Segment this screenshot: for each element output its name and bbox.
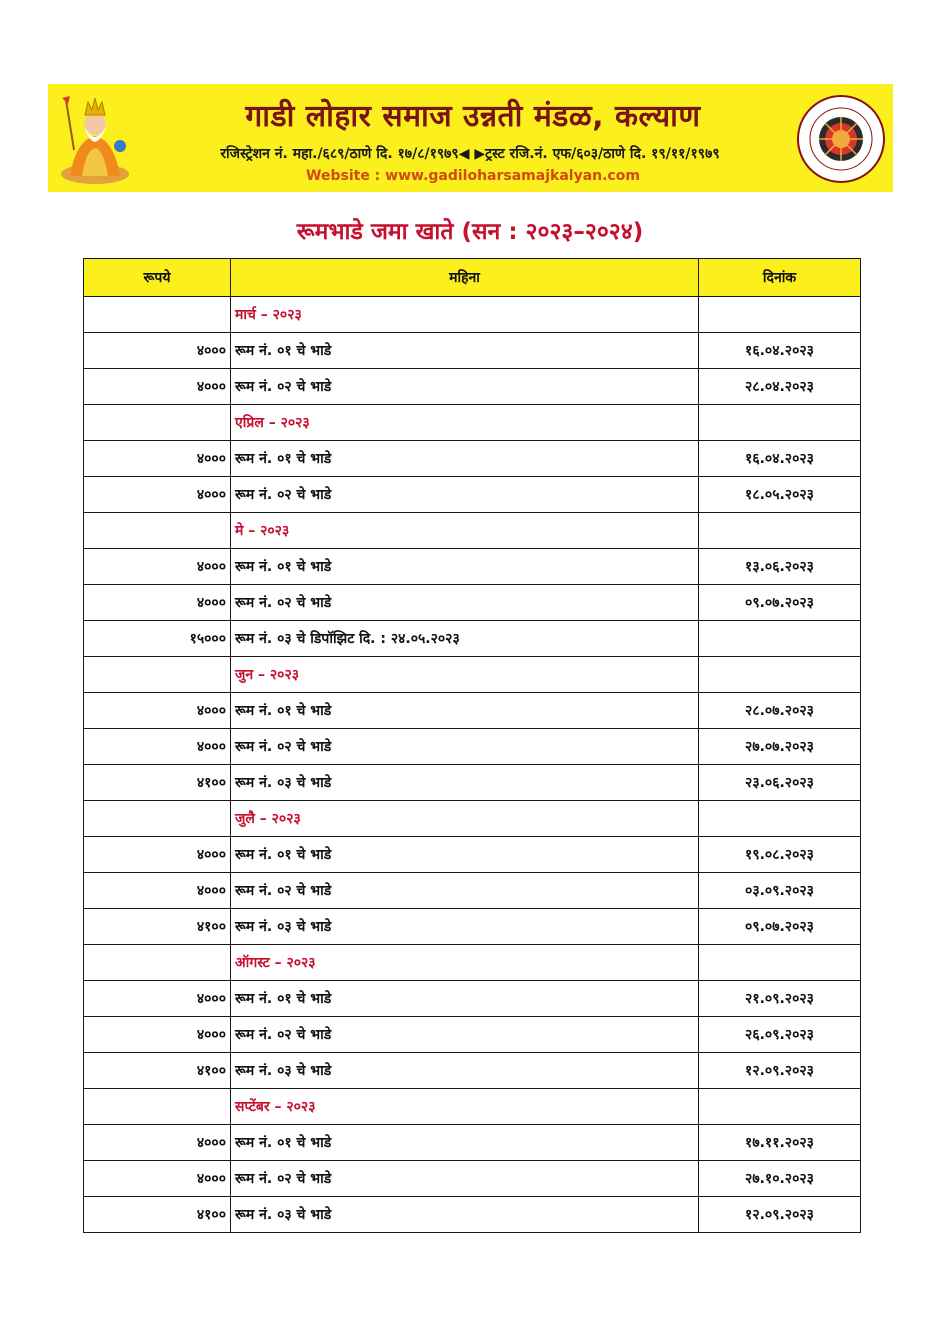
column-header-month: महिना: [231, 259, 699, 297]
table-row: [84, 549, 861, 585]
amount-cell: ४०००: [84, 477, 231, 513]
description-cell: रूम नं. ०२ चे भाडे: [231, 585, 699, 621]
date-cell: १६.०४.२०२३: [699, 441, 861, 477]
header-banner: [48, 84, 893, 192]
month-heading-row: [84, 1089, 861, 1125]
date-cell: १२.०९.२०२३: [699, 1197, 861, 1233]
description-cell: रूम नं. ०१ चे भाडे: [231, 1125, 699, 1161]
month-label: मे – २०२३: [231, 513, 699, 549]
amount-cell: ४१००: [84, 1053, 231, 1089]
description-cell: रूम नं. ०१ चे भाडे: [231, 333, 699, 369]
table-row: [84, 981, 861, 1017]
amount-cell: ४०००: [84, 1017, 231, 1053]
amount-cell: [84, 405, 231, 441]
amount-cell: [84, 801, 231, 837]
date-cell: [699, 513, 861, 549]
description-cell: रूम नं. ०१ चे भाडे: [231, 549, 699, 585]
website-link[interactable]: Website : www.gadiloharsamajkalyan.com: [306, 168, 640, 184]
amount-cell: [84, 945, 231, 981]
amount-cell: ४०००: [84, 585, 231, 621]
date-cell: २६.०९.२०२३: [699, 1017, 861, 1053]
date-cell: [699, 657, 861, 693]
date-cell: २७.१०.२०२३: [699, 1161, 861, 1197]
date-cell: १६.०४.२०२३: [699, 333, 861, 369]
month-heading-row: [84, 945, 861, 981]
month-heading-row: [84, 405, 861, 441]
date-cell: [699, 297, 861, 333]
table-row: [84, 585, 861, 621]
organization-seal-icon: [795, 94, 887, 184]
date-cell: १९.०८.२०२३: [699, 837, 861, 873]
amount-cell: [84, 297, 231, 333]
amount-cell: ४०००: [84, 837, 231, 873]
amount-cell: ४०००: [84, 981, 231, 1017]
month-heading-row: [84, 801, 861, 837]
description-cell: रूम नं. ०३ चे भाडे: [231, 1053, 699, 1089]
table-row: [84, 909, 861, 945]
amount-cell: १५०००: [84, 621, 231, 657]
date-cell: २८.०४.२०२३: [699, 369, 861, 405]
description-cell: रूम नं. ०२ चे भाडे: [231, 873, 699, 909]
description-cell: रूम नं. ०१ चे भाडे: [231, 981, 699, 1017]
date-cell: [699, 1089, 861, 1125]
description-cell: रूम नं. ०१ चे भाडे: [231, 441, 699, 477]
amount-cell: ४०००: [84, 693, 231, 729]
date-cell: [699, 621, 861, 657]
amount-cell: ४०००: [84, 333, 231, 369]
table-row: [84, 477, 861, 513]
table-row: [84, 1017, 861, 1053]
amount-cell: [84, 513, 231, 549]
month-heading-row: [84, 513, 861, 549]
date-cell: २७.०७.२०२३: [699, 729, 861, 765]
month-label: मार्च – २०२३: [231, 297, 699, 333]
table-row: [84, 765, 861, 801]
amount-cell: ४०००: [84, 369, 231, 405]
month-label: एप्रिल – २०२३: [231, 405, 699, 441]
table-row: [84, 1053, 861, 1089]
table-row: [84, 729, 861, 765]
table-row: [84, 369, 861, 405]
amount-cell: ४१००: [84, 765, 231, 801]
description-cell: रूम नं. ०२ चे भाडे: [231, 369, 699, 405]
month-heading-row: [84, 657, 861, 693]
description-cell: रूम नं. ०३ चे डिपॉझिट दि. : २४.०५.२०२३: [231, 621, 699, 657]
month-label: सप्टेंबर – २०२३: [231, 1089, 699, 1125]
date-cell: [699, 801, 861, 837]
table-row: [84, 1125, 861, 1161]
date-cell: ०३.०९.२०२३: [699, 873, 861, 909]
description-cell: रूम नं. ०२ चे भाडे: [231, 729, 699, 765]
table-row: [84, 441, 861, 477]
month-label: ऑगस्ट – २०२३: [231, 945, 699, 981]
table-row: [84, 693, 861, 729]
table-row: [84, 873, 861, 909]
date-cell: १७.११.२०२३: [699, 1125, 861, 1161]
description-cell: रूम नं. ०२ चे भाडे: [231, 477, 699, 513]
table-body: [84, 297, 861, 1233]
amount-cell: ४०००: [84, 441, 231, 477]
amount-cell: ४०००: [84, 549, 231, 585]
document-title: रूमभाडे जमा खाते (सन : २०२३–२०२४): [296, 219, 644, 245]
description-cell: रूम नं. ०३ चे भाडे: [231, 1197, 699, 1233]
date-cell: ०९.०७.२०२३: [699, 585, 861, 621]
vishwakarma-deity-icon: [56, 90, 134, 186]
amount-cell: ४०००: [84, 873, 231, 909]
amount-cell: ४०००: [84, 729, 231, 765]
month-label: जुलै – २०२३: [231, 801, 699, 837]
column-header-amount: रूपये: [84, 259, 231, 297]
date-cell: १२.०९.२०२३: [699, 1053, 861, 1089]
table-row: [84, 1161, 861, 1197]
table-row: [84, 837, 861, 873]
amount-cell: ४१००: [84, 909, 231, 945]
description-cell: रूम नं. ०३ चे भाडे: [231, 765, 699, 801]
date-cell: १३.०६.२०२३: [699, 549, 861, 585]
date-cell: १८.०५.२०२३: [699, 477, 861, 513]
column-header-date: दिनांक: [699, 259, 861, 297]
amount-cell: ४०००: [84, 1125, 231, 1161]
description-cell: रूम नं. ०१ चे भाडे: [231, 693, 699, 729]
date-cell: [699, 405, 861, 441]
amount-cell: [84, 1089, 231, 1125]
amount-cell: ४१००: [84, 1197, 231, 1233]
date-cell: २३.०६.२०२३: [699, 765, 861, 801]
date-cell: [699, 945, 861, 981]
amount-cell: [84, 657, 231, 693]
date-cell: २१.०९.२०२३: [699, 981, 861, 1017]
rent-ledger-table: [83, 258, 861, 1233]
description-cell: रूम नं. ०२ चे भाडे: [231, 1017, 699, 1053]
table-header-row: [84, 259, 861, 297]
description-cell: रूम नं. ०३ चे भाडे: [231, 909, 699, 945]
description-cell: रूम नं. ०१ चे भाडे: [231, 837, 699, 873]
description-cell: रूम नं. ०२ चे भाडे: [231, 1161, 699, 1197]
month-heading-row: [84, 297, 861, 333]
month-label: जुन – २०२३: [231, 657, 699, 693]
date-cell: २८.०७.२०२३: [699, 693, 861, 729]
table-row: [84, 333, 861, 369]
date-cell: ०९.०७.२०२३: [699, 909, 861, 945]
table-row: [84, 1197, 861, 1233]
registration-details: रजिस्ट्रेशन नं. महा./६८९/ठाणे दि. १७/८/१९७९◀ ▶ट्रस्ट रजि.नं. एफ/६०३/ठाणे दि. १९/११/१९७९: [220, 146, 720, 162]
table-row: [84, 621, 861, 657]
organization-name: गाडी लोहार समाज उन्नती मंडळ, कल्याण: [245, 99, 701, 134]
amount-cell: ४०००: [84, 1161, 231, 1197]
